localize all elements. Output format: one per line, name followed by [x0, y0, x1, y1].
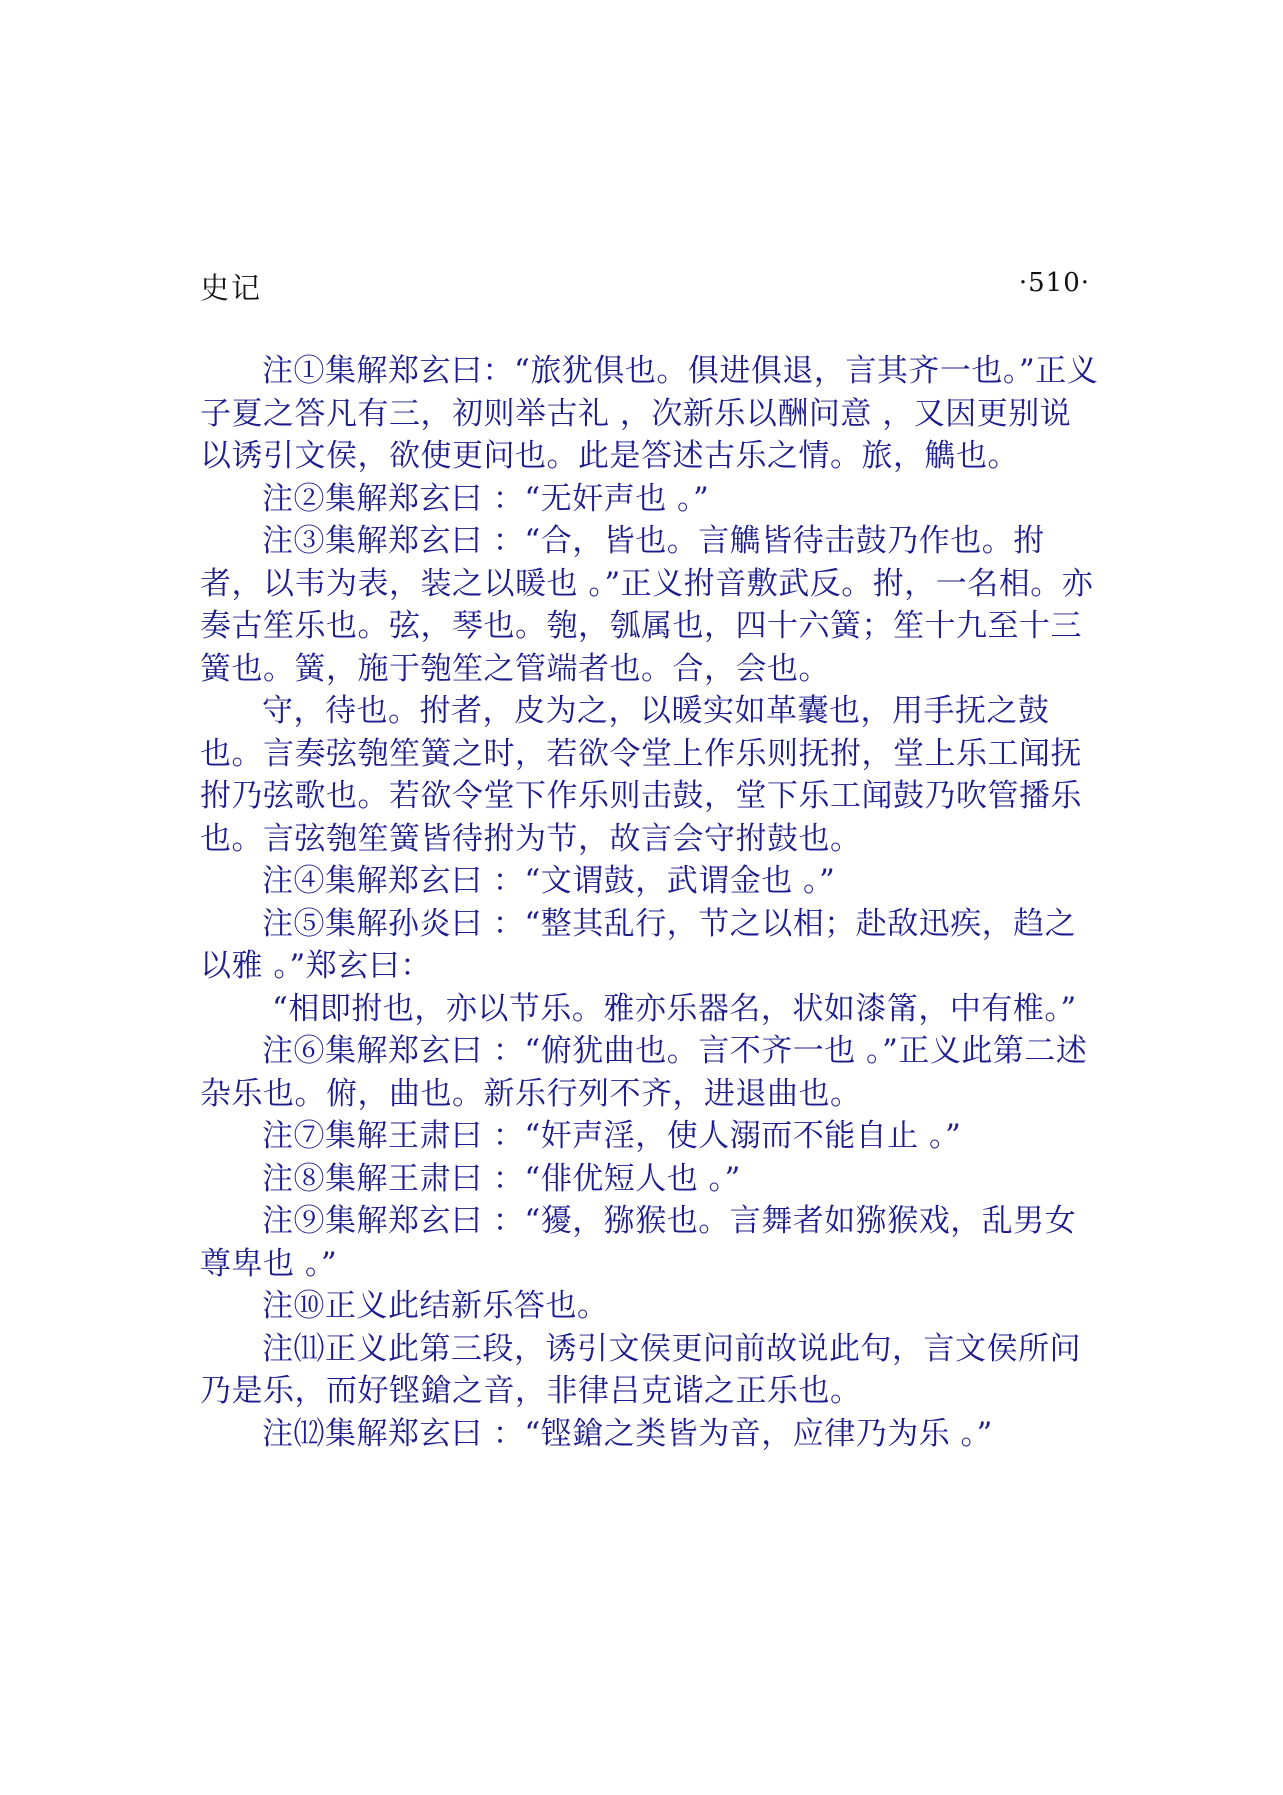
note-paragraph: 注⑤集解孙炎曰 ：“整其乱行，节之以相；赴敌迅疾，趋之以雅 。”郑玄曰： — [200, 905, 1077, 984]
note-paragraph: 注⑾正义此第三段，诱引文侯更问前故说此句，言文侯所问乃是乐，而好铿鎗之音，非律吕克谐之正乐也。 — [200, 1330, 1081, 1409]
note-paragraph: 注②集解郑玄曰 ：“无奸声也 。” — [262, 480, 710, 517]
page-number: ·510· — [1018, 268, 1090, 298]
note-paragraph: 注④集解郑玄曰 ：“文谓鼓，武谓金也 。” — [262, 863, 836, 899]
note-paragraph: 注⑧集解王肃曰 ：“俳优短人也 。” — [262, 1160, 741, 1197]
note-paragraph: 注③集解郑玄曰 ：“合，皆也。言觹皆待击鼓乃作也。拊者，以韦为表，装之以暖也 。”正义拊音敷武反。拊，一名相。亦奏古笙乐也。弦，琴也。匏，瓠属也，四十六簧；笙十九至十三簧也。簧，施于匏笙之管端者也。合，会也。 — [200, 523, 1094, 687]
note-paragraph: 注⑥集解郑玄曰 ：“俯犹曲也。言不齐一也 。”正义此第二述杂乐也。俯，曲也。新乐行列不齐，进退曲也。 — [200, 1033, 1088, 1112]
note-paragraph: 注①集解郑玄曰：“旅犹俱也。俱进俱退，言其齐一也。”正义子夏之答凡有三，初则举古礼 ，次新乐以酬问意 ，又因更别说以诱引文侯，欲使更问也。此是答述古乐之情。旅，觹也。 — [200, 353, 1099, 474]
note-paragraph: “相即拊也，亦以节乐。雅亦乐器名，状如漆筩，中有椎。” — [272, 990, 1077, 1027]
page-header — [200, 266, 1090, 306]
note-paragraph: 注⑿集解郑玄曰 ：“铿鎗之类皆为音，应律乃为乐 。” — [262, 1415, 993, 1452]
note-paragraph: 注⑩正义此结新乐答也。 — [262, 1288, 609, 1324]
note-paragraph: 注⑨集解郑玄曰 ：“獶，猕猴也。言舞者如猕猴戏，乱男女尊卑也 。” — [200, 1203, 1077, 1282]
note-paragraph: 注⑦集解王肃曰 ：“奸声淫，使人溺而不能自止 。” — [262, 1118, 962, 1154]
note-paragraph: 守，待也。拊者，皮为之，以暖实如革囊也，用手抚之鼓也。言奏弦匏笙簧之时，若欲令堂上作乐则抚拊，堂上乐工闻抚拊乃弦歌也。若欲令堂下作乐则击鼓，堂下乐工闻鼓乃吹管播乐也。言弦匏笙簧皆待拊为节，故言会守拊鼓也。 — [200, 693, 1082, 857]
annotation-body — [200, 350, 1100, 1455]
book-title: 史记 — [200, 271, 263, 305]
